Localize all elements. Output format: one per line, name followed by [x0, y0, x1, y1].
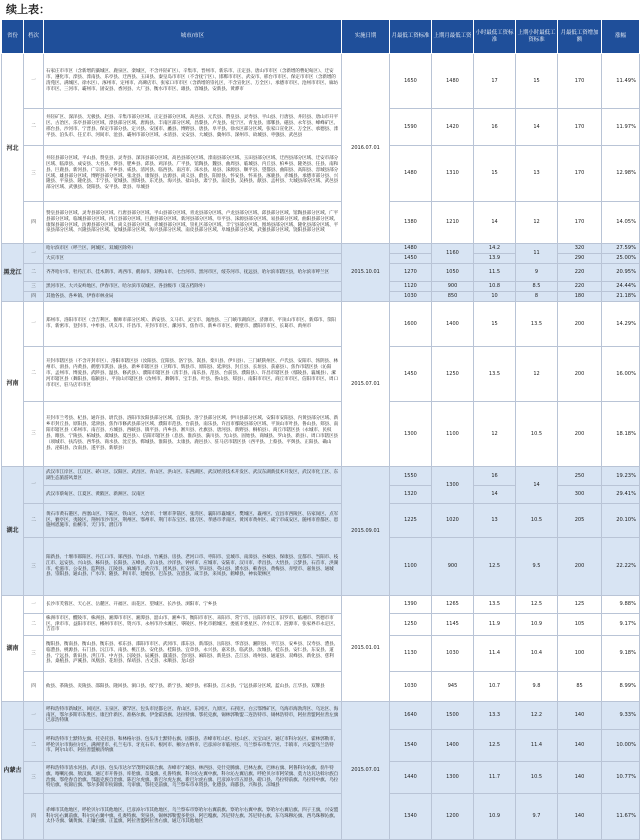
prev-hourly-wage-cell: 10.4 — [516, 636, 558, 672]
header-hourly-wage: 小时最低工资标准 — [474, 20, 516, 54]
table-row — [2, 264, 640, 282]
province-cell: 湖南 — [2, 596, 24, 702]
increase-cell: 140 — [558, 794, 602, 840]
cities-cell: 黄石市黄石港区、西塞山区、下陆区、铁山区、大冶市、十堰市茅箭区、张湾区、襄阳市襄城区、樊城区、襄州区、宜昌市西陵区、伍家岗区、点军区、猇亭区、夷陵区、荆州市沙市区、荆州区、鄂州市、荆门市东宝区、掇刀区、孝感市孝南区、黄冈市黄州区、咸宁市咸安区、随州市曾都区、恩施州恩施市、仙桃市、天门市、潜江市 — [44, 504, 342, 538]
monthly-wage-cell: 1480 — [390, 244, 432, 254]
hourly-wage-cell: 10 — [474, 292, 516, 302]
tier-cell: 三 — [24, 538, 44, 596]
cities-cell: 攸县、茶陵县、炎陵县、邵阳县、隆回县、洞口县、绥宁县、新宁县、城步县、祁阳县、江永县、宁远县部分区域、蓝山县、江华县、双牌县 — [44, 672, 342, 702]
table-row — [2, 730, 640, 762]
prev-monthly-wage-cell: 1310 — [432, 146, 474, 202]
table-row — [2, 282, 640, 292]
cities-cell: 开封市兰考县、杞县、通许县、尉氏县、洛阳市汝阳县部分区域、宜阳县、洛宁县部分区域、伊川县部分区域、安阳市安阳县、内黄县部分区域、新乡市封丘县、原阳县、延津县、焦作市修武县部分区域、濮阳市范县、台前县、南乐县、许昌市鄢陵县部分区域、平顶山市叶县、鲁山县、郏县、南阳市辖区县（邓州市、南召县、方城县、西峡县、镇平县、内乡县、淅川县、社旗县、唐河县、新野县、桐柏县）、商丘市辖区县（永城市、民权县、睢县、宁陵县、柘城县、虞城县、夏邑县）、信阳市辖区县（息县、淮滨县、潢川县、光山县、固始县、商城县、罗山县、新县）、周口市辖区县（项城市、扶沟县、西华县、商水县、沈丘县、郸城县、淮阳县、太康县、鹿邑县）、驻马店市辖区县（西平县、上蔡县、平舆县、正阳县、确山县、泌阳县、汝南县、遂平县、新蔡县） — [44, 402, 342, 467]
cities-cell: 衡阳县、衡南县、衡山县、衡东县、祁东县、邵阳市市区、武冈市、邵东县、新邵县、岳阳县、华容县、湘阴县、平江县、安乡县、汉寿县、澧县、临澧县、桃源县、石门县、沅江市、南县、桃江县、安化县、桂阳县、宜章县、永兴县、嘉禾县、临武县、汝城县、桂东县、安仁县、东安县、道县、宁远县、新田县、洪江市、中方县、沅陵县、辰溪县、溆浦县、会同县、麻阳县、新晃县、芷江县、靖州县、通道县、双峰县、新化县、慈利县、桑植县、泸溪县、凤凰县、花垣县、保靖县、古丈县、永顺县、龙山县 — [44, 636, 342, 672]
increase-cell: 140 — [558, 730, 602, 762]
hourly-wage-cell: 10.9 — [474, 794, 516, 840]
cities-cell: 赞皇县部分区域、灵寿县部分区域、行唐县部分区域、平山县部分区域、青龙县部分区域、卢龙县部分区域、邱县部分区域、馆陶县部分区域、广平县部分区域、临城县部分区域、内丘县部分区域、巨鹿县部分区域、新河县部分区域、阜平县、涞源县部分区域、易县部分区域、曲阳县部分区域、康保县部分区域、沽源县部分区域、尚义县部分区域、赤城县部分区域、崇礼区部分区域、丰宁县部分区域、围场县部分区域、隆化县部分区域、平泉县部分区域、兴隆县部分区域、宽城县部分区域、海兴县部分区域、南皮县部分区域、阜城县部分区域、武强县部分区域、饶阳县部分区域 — [44, 202, 342, 244]
increase-cell: 200 — [558, 538, 602, 596]
table-row — [2, 146, 640, 202]
cities-cell: 武汉市蔡甸区、江夏区、黄陂区、新洲区、汉南区 — [44, 486, 342, 504]
tier-cell: 四 — [24, 202, 44, 244]
province-cell: 湖北 — [2, 467, 24, 596]
rate-cell: 12.98% — [602, 146, 640, 202]
monthly-wage-cell: 1450 — [390, 254, 432, 264]
prev-monthly-wage-cell: 1200 — [432, 794, 474, 840]
rate-cell: 11.67% — [602, 794, 640, 840]
monthly-wage-cell: 1030 — [390, 292, 432, 302]
rate-cell: 19.23% — [602, 467, 640, 486]
min-wage-table — [1, 19, 640, 840]
table-row — [2, 614, 640, 636]
date-cell: 2015.09.01 — [342, 467, 390, 596]
prev-hourly-wage-cell: 12 — [516, 202, 558, 244]
increase-cell: 200 — [558, 402, 602, 467]
prev-monthly-wage-cell: 945 — [432, 672, 474, 702]
hourly-wage-cell: 14 — [474, 486, 516, 504]
monthly-wage-cell: 1450 — [390, 347, 432, 402]
increase-cell: 170 — [558, 146, 602, 202]
rate-cell: 18.18% — [602, 402, 640, 467]
date-cell: 2016.07.01 — [342, 54, 390, 244]
monthly-wage-cell: 1120 — [390, 282, 432, 292]
hourly-wage-cell: 13 — [474, 504, 516, 538]
header-cities: 城市/市区 — [44, 20, 342, 54]
date-cell: 2015.07.01 — [342, 302, 390, 467]
rate-cell: 8.99% — [602, 672, 640, 702]
rate-cell: 20.10% — [602, 504, 640, 538]
tier-cell: 四 — [24, 794, 44, 840]
cities-cell: 黑河市区、大兴安岭地区、伊春市区、哈尔滨市双城区、各县级市（第五档除外） — [44, 282, 342, 292]
cities-cell: 石家庄市市区（含新增的藁城区、鹿泉区、栾城区，不含井陉矿区）、辛集市、晋州市、新乐市、正定县、唐山市市区（含新增的曹妃甸区）、迁安市、遵化市、滦县、滦南县、乐亭县、迁西县、玉田县、秦皇岛市市区（不含抚宁区）、邯郸市市区、武安市、邢台市市区、保定市市区（含新增的清苑区、满城区、徐水区）、涿州市、定州市、高碑店市、张家口市市区（含新增的崇礼区，不含宣化区、万全区）、承德市市区、沧州市市区、廊坊市市区、三河市、霸州市、固安县、香河县、大厂县、衡水市市区、雄县、容城县、安新县、黄骅市 — [44, 54, 342, 109]
prev-monthly-wage-cell: 1160 — [432, 244, 474, 264]
monthly-wage-cell: 1590 — [390, 109, 432, 146]
tier-cell: 二 — [24, 504, 44, 538]
hourly-wage-cell: 17 — [474, 54, 516, 109]
increase-cell: 200 — [558, 347, 602, 402]
monthly-wage-cell: 1390 — [390, 596, 432, 614]
page-title: 续上表： — [6, 3, 50, 16]
prev-monthly-wage-cell: 1480 — [432, 54, 474, 109]
increase-cell: 300 — [558, 486, 602, 504]
cities-cell: 其他各县、各乡镇、伊春市林业局 — [44, 292, 342, 302]
hourly-wage-cell: 13.9 — [474, 254, 516, 264]
rate-cell: 16.00% — [602, 347, 640, 402]
cities-cell: 长沙市芙蓉区、天心区、岳麓区、开福区、雨花区、望城区、长沙县、浏阳市、宁乡县 — [44, 596, 342, 614]
monthly-wage-cell: 1480 — [390, 146, 432, 202]
rate-cell: 9.88% — [602, 596, 640, 614]
increase-cell: 100 — [558, 636, 602, 672]
table-row — [2, 292, 640, 302]
prev-hourly-wage-cell: 12.2 — [516, 702, 558, 730]
tier-cell: 三 — [24, 402, 44, 467]
date-cell: 2015.10.01 — [342, 244, 390, 302]
increase-cell: 140 — [558, 702, 602, 730]
prev-monthly-wage-cell: 1030 — [432, 636, 474, 672]
prev-hourly-wage-cell: 10.9 — [516, 614, 558, 636]
hourly-wage-cell: 10.8 — [474, 282, 516, 292]
increase-cell: 140 — [558, 762, 602, 794]
prev-monthly-wage-cell: 900 — [432, 282, 474, 292]
rate-cell: 9.18% — [602, 636, 640, 672]
rate-cell: 9.17% — [602, 614, 640, 636]
prev-monthly-wage-cell: 1300 — [432, 762, 474, 794]
cities-cell: 呼和浩特市土默特左旗、托克托县、和林格尔县、包头市土默特右旗、固阳县、赤峰市红山区、松山区、元宝山区、通辽市科尔沁区、霍林郭勒市、呼伦贝尔市海拉尔区、满洲里市、扎兰屯市、牙克石市、根河市、额尔古纳市、巴彦淖尔市临河区、乌兰察布市集宁区、丰镇市、兴安盟乌兰浩特市、阿尔山市、阿拉善盟额济纳旗 — [44, 730, 342, 762]
cities-cell: 哈尔滨市区（呼兰区、阿城区、双城区除外） — [44, 244, 342, 254]
date-cell: 2015.01.01 — [342, 596, 390, 702]
increase-cell: 170 — [558, 109, 602, 146]
prev-monthly-wage-cell: 1020 — [432, 504, 474, 538]
monthly-wage-cell: 1540 — [390, 730, 432, 762]
tier-cell: 四 — [24, 292, 44, 302]
increase-cell: 170 — [558, 202, 602, 244]
increase-cell: 85 — [558, 672, 602, 702]
hourly-wage-cell: 16 — [474, 109, 516, 146]
prev-hourly-wage-cell: 10.5 — [516, 402, 558, 467]
prev-hourly-wage-cell: 14 — [516, 109, 558, 146]
cities-cell: 赤峰市其他地区，呼伦贝尔市其他地区，巴彦淖尔市其他地区，乌兰察布市察哈尔右翼前旗、察哈尔右翼中旗、察哈尔右翼后旗、四子王旗，兴安盟科尔沁右翼前旗、科尔沁右翼中旗、扎赉特旗、突泉县，锡林郭勒盟多伦县、阿巴嘎旗、苏尼特左旗、苏尼特右旗、东乌珠穆沁旗、西乌珠穆沁旗、太仆寺旗、镶黄旗、正镶白旗、正蓝旗，阿拉善盟阿拉善右旗，通辽市其他地区 — [44, 794, 342, 840]
prev-monthly-wage-cell: 1100 — [432, 402, 474, 467]
tier-cell: 一 — [24, 54, 44, 109]
increase-cell: 105 — [558, 614, 602, 636]
rate-cell: 27.59% — [602, 244, 640, 254]
header-prev-hourly-wage: 上期小时最低工资标准 — [516, 20, 558, 54]
monthly-wage-cell: 1440 — [390, 762, 432, 794]
increase-cell: 205 — [558, 504, 602, 538]
hourly-wage-cell: 13.5 — [474, 347, 516, 402]
monthly-wage-cell: 1550 — [390, 467, 432, 486]
tier-cell: 三 — [24, 146, 44, 202]
table-row — [2, 244, 640, 254]
rate-cell: 11.97% — [602, 109, 640, 146]
monthly-wage-cell: 1250 — [390, 614, 432, 636]
table-row — [2, 54, 640, 109]
hourly-wage-cell: 14.2 — [474, 244, 516, 254]
prev-monthly-wage-cell: 1300 — [432, 467, 474, 504]
table-row — [2, 538, 640, 596]
tier-cell: 三 — [24, 282, 44, 292]
prev-hourly-wage-cell: 8.5 — [516, 282, 558, 292]
tier-cell: 三 — [24, 762, 44, 794]
header-province: 省份 — [2, 20, 24, 54]
cities-cell: 齐齐哈尔市、牡丹江市、佳木斯市、鸡西市、鹤岗市、双鸭山市、七台河市、黑河市区，绥芬河市、抚远县，哈尔滨市辖区县，哈尔滨市呼兰区 — [44, 264, 342, 282]
monthly-wage-cell: 1380 — [390, 202, 432, 244]
prev-monthly-wage-cell: 1265 — [432, 596, 474, 614]
tier-cell: 二 — [24, 264, 44, 282]
increase-cell: 290 — [558, 254, 602, 264]
rate-cell: 10.77% — [602, 762, 640, 794]
monthly-wage-cell: 1640 — [390, 702, 432, 730]
rate-cell: 9.33% — [602, 702, 640, 730]
prev-hourly-wage-cell: 12 — [516, 347, 558, 402]
table-row — [2, 347, 640, 402]
tier-cell: 一 — [24, 244, 44, 264]
monthly-wage-cell: 1650 — [390, 54, 432, 109]
prev-hourly-wage-cell: 10.5 — [516, 762, 558, 794]
header-increase: 月最低工资增加额 — [558, 20, 602, 54]
rate-cell: 24.44% — [602, 282, 640, 292]
cities-cell: 井陉县部分区域、平山县、赞皇县、灵寿县、深泽县部分区域、高邑县部分区域、滦南县部分区域、玉田县部分区域、迁西县部分区域、迁安市部分区域、临漳县、成安县、大名县、涉县、肥乡县、邱县、鸡泽县、广平县、馆陶县、魏县、曲周县、临城县、内丘县、柏乡县、隆尧县、任县、南和县、巨鹿县、新河县、广宗县、平乡县、威县、清河县、临西县、南宫市、涞水县、易县、涞源县、顺平县、望都县、曲阳县、高阳县、容城县部分区域、雄县部分区域、博野县部分区域、张北县、康保县、沽源县、尚义县、蔚县、阳原县、怀安县、怀来县、涿鹿县、赤城县、承德市部分县、兴隆县、平泉县、隆化县、丰宁县、宽城县、围场县、东光县、海兴县、盐山县、肃宁县、南皮县、吴桥县、献县、孟村县、大城县部分区域、武邑县部分区域、武强县、饶阳县、安平县、景县、阜城县 — [44, 146, 342, 202]
header-rate: 涨幅 — [602, 20, 640, 54]
monthly-wage-cell: 1130 — [390, 636, 432, 672]
increase-cell: 180 — [558, 292, 602, 302]
prev-hourly-wage-cell: 15 — [516, 54, 558, 109]
table-row — [2, 302, 640, 347]
date-cell: 2015.07.01 — [342, 702, 390, 840]
header-tier: 档次 — [24, 20, 44, 54]
monthly-wage-cell: 1225 — [390, 504, 432, 538]
monthly-wage-cell: 1300 — [390, 402, 432, 467]
tier-cell: 一 — [24, 596, 44, 614]
header-prev-monthly-wage: 上期月最低工资 — [432, 20, 474, 54]
tier-cell: 三 — [24, 636, 44, 672]
header-date: 实施日期 — [342, 20, 390, 54]
cities-cell: 开封市辖区县（不含开封市区）、洛阳市辖区县（汝阳县、宜阳县、洛宁县、嵩县、栾川县、伊川县）、三门峡陕州区、卢氏县、安阳市、汤阴县、林州市、滑县、内黄县、鹤壁市淇县、浚县、新乡市辖区县（卫辉市、辉县市、原阳县、延津县、封丘县、长垣县、获嘉县）、焦作市辖区县（沁阳市、孟州市、博爱县、武陟县、温县、修武县）、濮阳市辖区县（清丰县、南乐县、范县、台前县、濮阳县）、许昌市辖区县（鄢陵县、襄城县）、漯河市辖区县（舞阳县、临颍县）、平顶山市辖区县（汝州市、舞钢市、宝丰县、叶县、鲁山县、郏县）、南阳市市区、商丘市市区、信阳市市区、周口市市区、驻马店市市区 — [44, 347, 342, 402]
hourly-wage-cell: 11.7 — [474, 762, 516, 794]
prev-monthly-wage-cell: 1400 — [432, 730, 474, 762]
hourly-wage-cell: 15 — [474, 302, 516, 347]
prev-hourly-wage-cell: 9.8 — [516, 672, 558, 702]
table-row — [2, 467, 640, 486]
prev-monthly-wage-cell: 850 — [432, 292, 474, 302]
table-row — [2, 636, 640, 672]
tier-cell: 一 — [24, 467, 44, 504]
table-row — [2, 596, 640, 614]
hourly-wage-cell: 16 — [474, 467, 516, 486]
hourly-wage-cell: 11.9 — [474, 614, 516, 636]
prev-hourly-wage-cell: 12.5 — [516, 596, 558, 614]
prev-monthly-wage-cell: 1420 — [432, 109, 474, 146]
increase-cell: 220 — [558, 282, 602, 292]
hourly-wage-cell: 15 — [474, 146, 516, 202]
rate-cell: 10.00% — [602, 730, 640, 762]
hourly-wage-cell: 11.4 — [474, 636, 516, 672]
monthly-wage-cell: 1030 — [390, 672, 432, 702]
increase-cell: 320 — [558, 244, 602, 254]
prev-monthly-wage-cell: 1145 — [432, 614, 474, 636]
monthly-wage-cell: 1270 — [390, 264, 432, 282]
hourly-wage-cell: 10.7 — [474, 672, 516, 702]
rate-cell: 25.00% — [602, 254, 640, 264]
rate-cell: 11.49% — [602, 54, 640, 109]
increase-cell: 170 — [558, 54, 602, 109]
monthly-wage-cell: 1600 — [390, 302, 432, 347]
prev-monthly-wage-cell: 1250 — [432, 347, 474, 402]
header-row — [2, 20, 640, 54]
cities-cell: 株洲市市区、醴陵市、株洲县、湘潭市市区、湘潭县、韶山市、湘乡市、衡阳市市区、耒阳市、常宁市、岳阳市市区、汨罗市、临湘市、常德市市区、津市市、益阳市市区、郴州市市区、资兴市、永州市冷水滩区、零陵区、怀化市鹤城区、娄底市娄星区、冷水江市、涟源市、张家界市永定区、吉首市 — [44, 614, 342, 636]
prev-hourly-wage-cell: 14 — [516, 467, 558, 504]
table-row — [2, 202, 640, 244]
prev-hourly-wage-cell: 9 — [516, 264, 558, 282]
table-row — [2, 402, 640, 467]
table-row — [2, 109, 640, 146]
hourly-wage-cell: 11.5 — [474, 264, 516, 282]
prev-monthly-wage-cell: 1500 — [432, 702, 474, 730]
increase-cell: 125 — [558, 596, 602, 614]
province-cell: 黑龙江 — [2, 244, 24, 302]
cities-cell: 大庆市区 — [44, 254, 342, 264]
table-row — [2, 504, 640, 538]
cities-cell: 武汉市江岸区、江汉区、硚口区、汉阳区、武昌区、青山区、洪山区、东西湖区、武汉经济技术开发区、武汉东湖新技术开发区，武汉市化工区、东湖生态旅游风景区 — [44, 467, 342, 486]
table-row — [2, 762, 640, 794]
prev-monthly-wage-cell: 1050 — [432, 264, 474, 282]
tier-cell: 二 — [24, 614, 44, 636]
hourly-wage-cell: 12.5 — [474, 730, 516, 762]
rate-cell: 14.29% — [602, 302, 640, 347]
prev-monthly-wage-cell: 1210 — [432, 202, 474, 244]
province-cell: 内蒙古 — [2, 702, 24, 840]
monthly-wage-cell: 1340 — [390, 794, 432, 840]
cities-cell: 井陉矿区、深泽县、无极县、赵县、辛集市部分区域、正定县部分区域、高邑县、元氏县、赞皇县、灵寿县、平山县、行唐县、井陉县、唐山市开平区、古冶区、乐亭县部分区域、滦县部分区域、唐海县、丰南区部分区域、昌黎县、卢龙县、抚宁区、青龙县、邯郸县、磁县、永年县、峰峰矿区、邢台县、沙河市、宁晋县、保定市部分县、定兴县、安国市、蠡县、博野县、唐县、阜平县、徐水区部分区域、张家口宣化区、万全区、承德县、滦平县、泊头市、任丘市、河间市、沧县、霸州市部分区域、永清县、文安县、大城县、冀州市、深州市、故城县、枣强县、武邑县 — [44, 109, 342, 146]
table-row — [2, 794, 640, 840]
rate-cell: 22.22% — [602, 538, 640, 596]
monthly-wage-cell: 1100 — [390, 538, 432, 596]
tier-cell: 四 — [24, 672, 44, 702]
rate-cell: 14.05% — [602, 202, 640, 244]
cities-cell: 阳新县、十堰市郧阳区、丹江口市、郧西县、竹山县、竹溪县、房县、老河口市、枣阳市、宜城市、南漳县、谷城县、保康县、宜都市、当阳市、枝江市、远安县、兴山县、秭归县、长阳县、五峰县、京山县、沙洋县、钟祥市、应城市、安陆市、汉川市、孝昌县、大悟县、云梦县、石首市、洪湖市、松滋市、公安县、监利县、江陵县、麻城市、武穴市、团风县、红安县、罗田县、英山县、浠水县、蕲春县、黄梅县、赤壁市、嘉鱼县、通城县、崇阳县、通山县、广水市、随县、利川市、建始县、巴东县、宣恩县、咸丰县、来凤县、鹤峰县、神农架林区 — [44, 538, 342, 596]
prev-hourly-wage-cell: 9.5 — [516, 538, 558, 596]
cities-cell: 郑州市、洛阳市市区（含吉利区、偃师市部分区域）、新安县、义马市、灵宝市、渑池县、三门峡市湖滨区、济源市、平顶山市市区、新郑市、荥阳市、新密市、登封市、中牟县、巩义市、许昌市、开封市市区、漯河市、焦作市、新乡市市区、鹤壁市、濮阳市市区、长葛市、禹州市 — [44, 302, 342, 347]
prev-hourly-wage-cell: 9.7 — [516, 794, 558, 840]
hourly-wage-cell: 12.5 — [474, 538, 516, 596]
prev-hourly-wage-cell: 11.4 — [516, 730, 558, 762]
tier-cell: 一 — [24, 302, 44, 347]
rate-cell: 29.41% — [602, 486, 640, 504]
table-row — [2, 702, 640, 730]
province-cell: 河南 — [2, 302, 24, 467]
prev-monthly-wage-cell: 1400 — [432, 302, 474, 347]
prev-hourly-wage-cell: 13 — [516, 146, 558, 202]
hourly-wage-cell: 13.3 — [474, 702, 516, 730]
increase-cell: 250 — [558, 467, 602, 486]
cities-cell: 呼和浩特市清水河县、武川县、包头市达尔罕茂明安联合旗、赤峰市宁城县、林西县、克什克腾旗、巴林左旗、巴林右旗、阿鲁科尔沁旗、翁牛特旗、喀喇沁旗、敖汉旗、通辽市开鲁县、库伦旗、奈曼旗、扎鲁特旗、科尔沁左翼中旗、科尔沁左翼后旗、呼伦贝尔市阿荣旗、莫力达瓦达斡尔族自治旗、鄂伦春自治旗、鄂温克族自治旗、陈巴尔虎旗、新巴尔虎左旗、新巴尔虎右旗、巴彦淖尔市五原县、磴口县、乌拉特前旗、乌拉特中旗、乌拉特后旗、杭锦后旗、鄂尔多斯市杭锦旗、乌审旗、鄂托克前旗，乌兰察布市卓资县、化德县、商都县、兴和县、凉城县 — [44, 762, 342, 794]
header-monthly-wage: 月最低工资标准 — [390, 20, 432, 54]
rate-cell: 21.18% — [602, 292, 640, 302]
rate-cell: 20.95% — [602, 264, 640, 282]
prev-monthly-wage-cell: 900 — [432, 538, 474, 596]
prev-hourly-wage-cell: 10.5 — [516, 504, 558, 538]
increase-cell: 220 — [558, 264, 602, 282]
hourly-wage-cell: 14 — [474, 202, 516, 244]
tier-cell: 二 — [24, 730, 44, 762]
increase-cell: 200 — [558, 302, 602, 347]
prev-hourly-wage-cell: 13.5 — [516, 302, 558, 347]
table-row — [2, 672, 640, 702]
hourly-wage-cell: 13.5 — [474, 596, 516, 614]
monthly-wage-cell: 1320 — [390, 486, 432, 504]
tier-cell: 一 — [24, 702, 44, 730]
prev-hourly-wage-cell: 11 — [516, 244, 558, 264]
province-cell: 河北 — [2, 54, 24, 244]
prev-hourly-wage-cell: 8 — [516, 292, 558, 302]
cities-cell: 呼和浩特市新城区、回民区、玉泉区、赛罕区、包头市昆都仑区、青山区、东河区、九原区、石拐区、白云鄂博矿区，乌海市海勃湾区、乌达区、海南区，鄂尔多斯市东胜区、康巴什新区、准格尔旗、伊金霍洛旗、达拉特旗、鄂托克旗，锡林郭勒盟二连浩特市、锡林浩特市，阿拉善盟阿拉善左旗巴彦浩特镇 — [44, 702, 342, 730]
hourly-wage-cell: 12 — [474, 402, 516, 467]
tier-cell: 二 — [24, 347, 44, 402]
tier-cell: 二 — [24, 109, 44, 146]
